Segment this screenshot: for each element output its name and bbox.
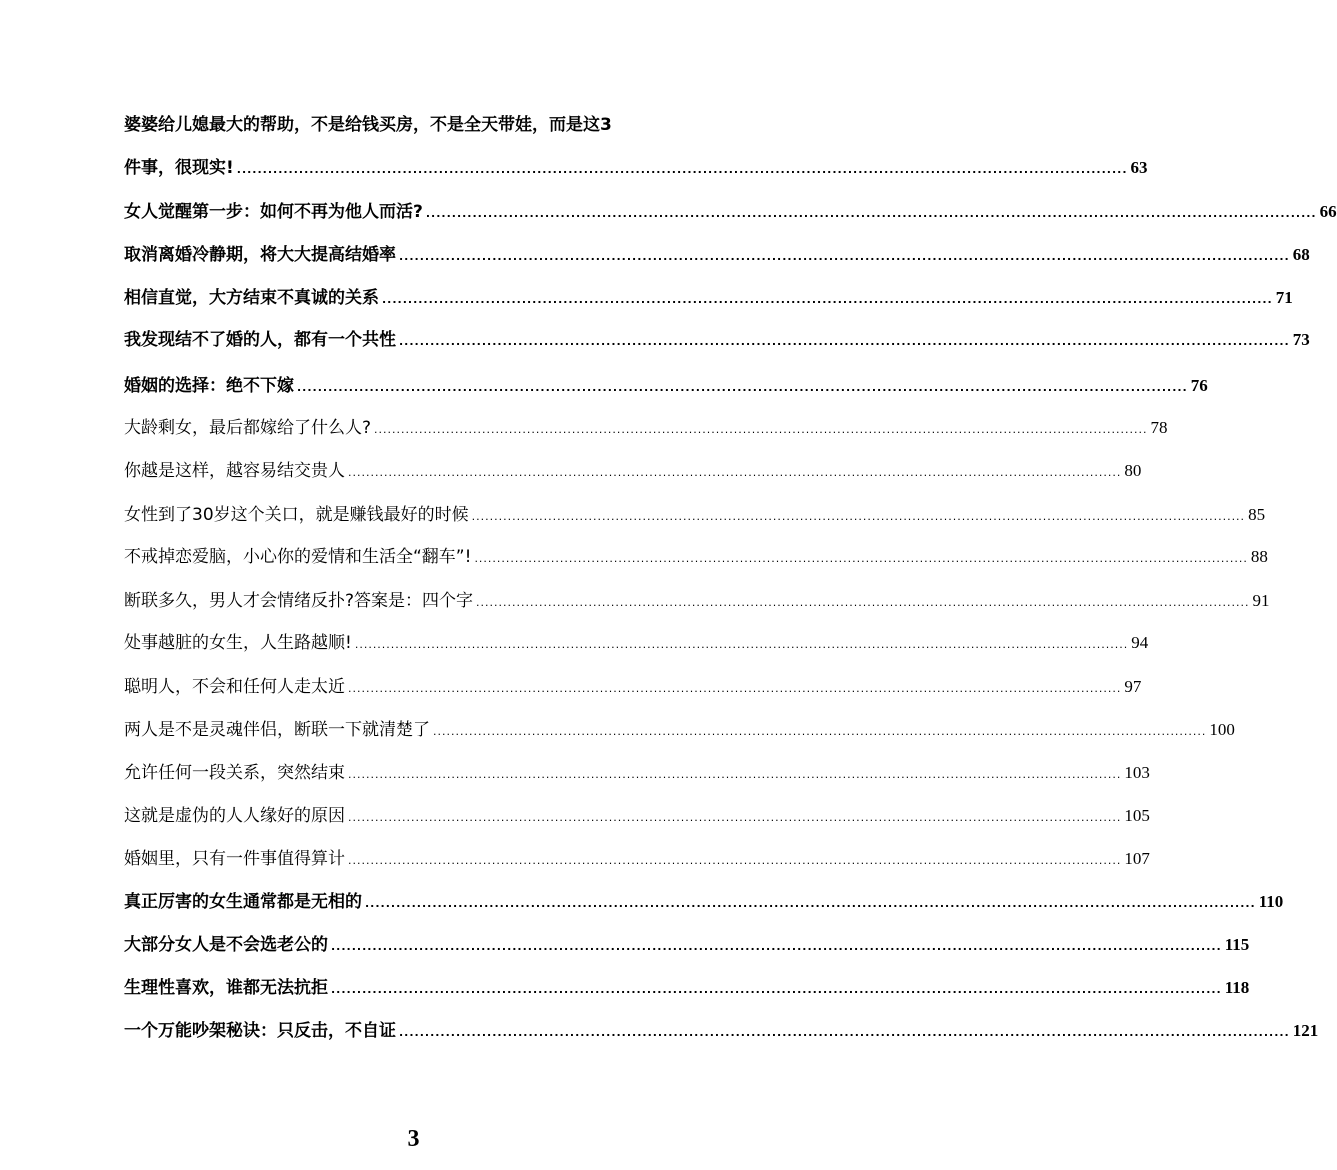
toc-entry-title: 两人是不是灵魂伴侣，断联一下就清楚了 [124,720,430,740]
toc-entry [124,719,1235,743]
toc-entry-title: 件事，很现实! [124,158,234,178]
dot-leader: ............................................................................................................................................................................ [331,983,1222,996]
toc-entry-title: 取消离婚冷静期，将大大提高结婚率 [124,245,396,265]
dot-leader: ............................................................................................................................................................................ [471,510,1246,523]
toc-entry-title: 你越是这样，越容易结交贵人 [124,461,345,481]
toc-entry [124,504,1266,528]
toc-entry [124,762,1150,786]
toc-entry-title: 女性到了30岁这个关口，就是赚钱最好的时候 [124,505,469,525]
toc-entry [124,590,1270,614]
toc-page-number: 76 [1190,376,1208,395]
toc-page-number: 66 [1319,202,1337,221]
dot-leader: ............................................................................................................................................................................ [236,163,1128,176]
toc-entry [124,632,1149,656]
toc-entry [124,546,1268,570]
toc-page-number: 118 [1224,978,1250,997]
toc-entry-title: 生理性喜欢，谁都无法抗拒 [124,978,328,998]
dot-leader: ............................................................................................................................................................................ [425,207,1317,220]
toc-page-number: 115 [1224,935,1250,954]
toc-page-number: 100 [1209,720,1235,739]
dot-leader: ............................................................................................................................................................................ [297,381,1188,394]
toc-entry [124,287,1293,311]
dot-leader: ............................................................................................................................................................................ [348,768,1122,781]
dot-leader: ............................................................................................................................................................................ [365,897,1256,910]
toc-page-number: 107 [1124,849,1150,868]
toc-page-number: 103 [1124,763,1150,782]
dot-leader: ............................................................................................................................................................................ [474,552,1248,565]
dot-leader: ............................................................................................................................................................................ [348,854,1122,867]
toc-entry-title: 真正厉害的女生通常都是无相的 [124,892,362,912]
dot-leader: ............................................................................................................................................................................ [348,811,1122,824]
toc-entry-title: 断联多久，男人才会情绪反扑?答案是：四个字 [124,591,474,611]
dot-leader: ............................................................................................................................................................................ [399,250,1290,263]
toc-entry [124,977,1250,1001]
toc-entry-title: 这就是虚伪的人人缘好的原因 [124,806,345,826]
toc-entry-title: 婚姻的选择：绝不下嫁 [124,376,294,396]
toc-entry-title: 婚姻里，只有一件事值得算计 [124,849,345,869]
toc-entry [124,375,1208,399]
toc-entry [124,157,1148,181]
toc-page-number: 85 [1248,505,1266,524]
toc-page-number: 80 [1124,461,1142,480]
toc-page-number: 91 [1252,591,1270,610]
toc-entry-title: 允许任何一段关系，突然结束 [124,763,345,783]
toc-entry-title: 大龄剩女，最后都嫁给了什么人? [124,418,372,438]
toc-page-number: 63 [1130,158,1148,177]
dot-leader: ............................................................................................................................................................................ [374,423,1148,436]
toc-page-number: 97 [1124,677,1142,696]
dot-leader: ............................................................................................................................................................................ [399,335,1290,348]
dot-leader: ............................................................................................................................................................................ [433,725,1207,738]
toc-entry-title-line1: 婆婆给儿媳最大的帮助，不是给钱买房，不是全天带娃，而是这3 [124,115,612,135]
toc-entry-title: 大部分女人是不会选老公的 [124,935,328,955]
dot-leader: ............................................................................................................................................................................ [476,596,1250,609]
toc-page-number: 121 [1292,1021,1319,1040]
toc-entry-title: 我发现结不了婚的人，都有一个共性 [124,330,396,350]
toc-page-number: 94 [1131,633,1149,652]
toc-entry [124,934,1250,958]
dot-leader: ............................................................................................................................................................................ [399,1026,1290,1039]
toc-page-number: 68 [1292,245,1310,264]
toc-entry [124,891,1284,915]
toc-page-number: 78 [1150,418,1168,437]
toc-entry [124,201,1337,225]
toc-page-number: 110 [1258,892,1284,911]
toc-entry-title: 聪明人，不会和任何人走太近 [124,677,345,697]
toc-page-number: 71 [1275,288,1293,307]
toc-entry [124,244,1310,268]
dot-leader: ............................................................................................................................................................................ [382,293,1273,306]
toc-page-number: 105 [1124,806,1150,825]
toc-entry [124,329,1310,353]
toc-entry-title: 不戒掉恋爱脑，小心你的爱情和生活全“翻车”! [124,547,472,567]
toc-page-number: 88 [1250,547,1268,566]
toc-entry-title: 一个万能吵架秘诀：只反击，不自证 [124,1021,396,1041]
toc-entry [124,676,1142,700]
toc-entry-title: 处事越脏的女生，人生路越顺! [124,633,352,653]
footer-page-number: 3 [407,1126,420,1152]
dot-leader: ............................................................................................................................................................................ [348,466,1122,479]
dot-leader: ............................................................................................................................................................................ [348,682,1122,695]
toc-page-number: 73 [1292,330,1310,349]
toc-entry [124,848,1150,872]
dot-leader: ............................................................................................................................................................................ [331,940,1222,953]
toc-entry-title: 女人觉醒第一步：如何不再为他人而活? [124,202,423,222]
toc-entry [124,460,1142,484]
toc-entry [124,1020,1319,1044]
dot-leader: ............................................................................................................................................................................ [354,638,1129,651]
toc-entry [124,805,1150,829]
toc-entry-title: 相信直觉，大方结束不真诚的关系 [124,288,379,308]
toc-entry [124,417,1168,441]
